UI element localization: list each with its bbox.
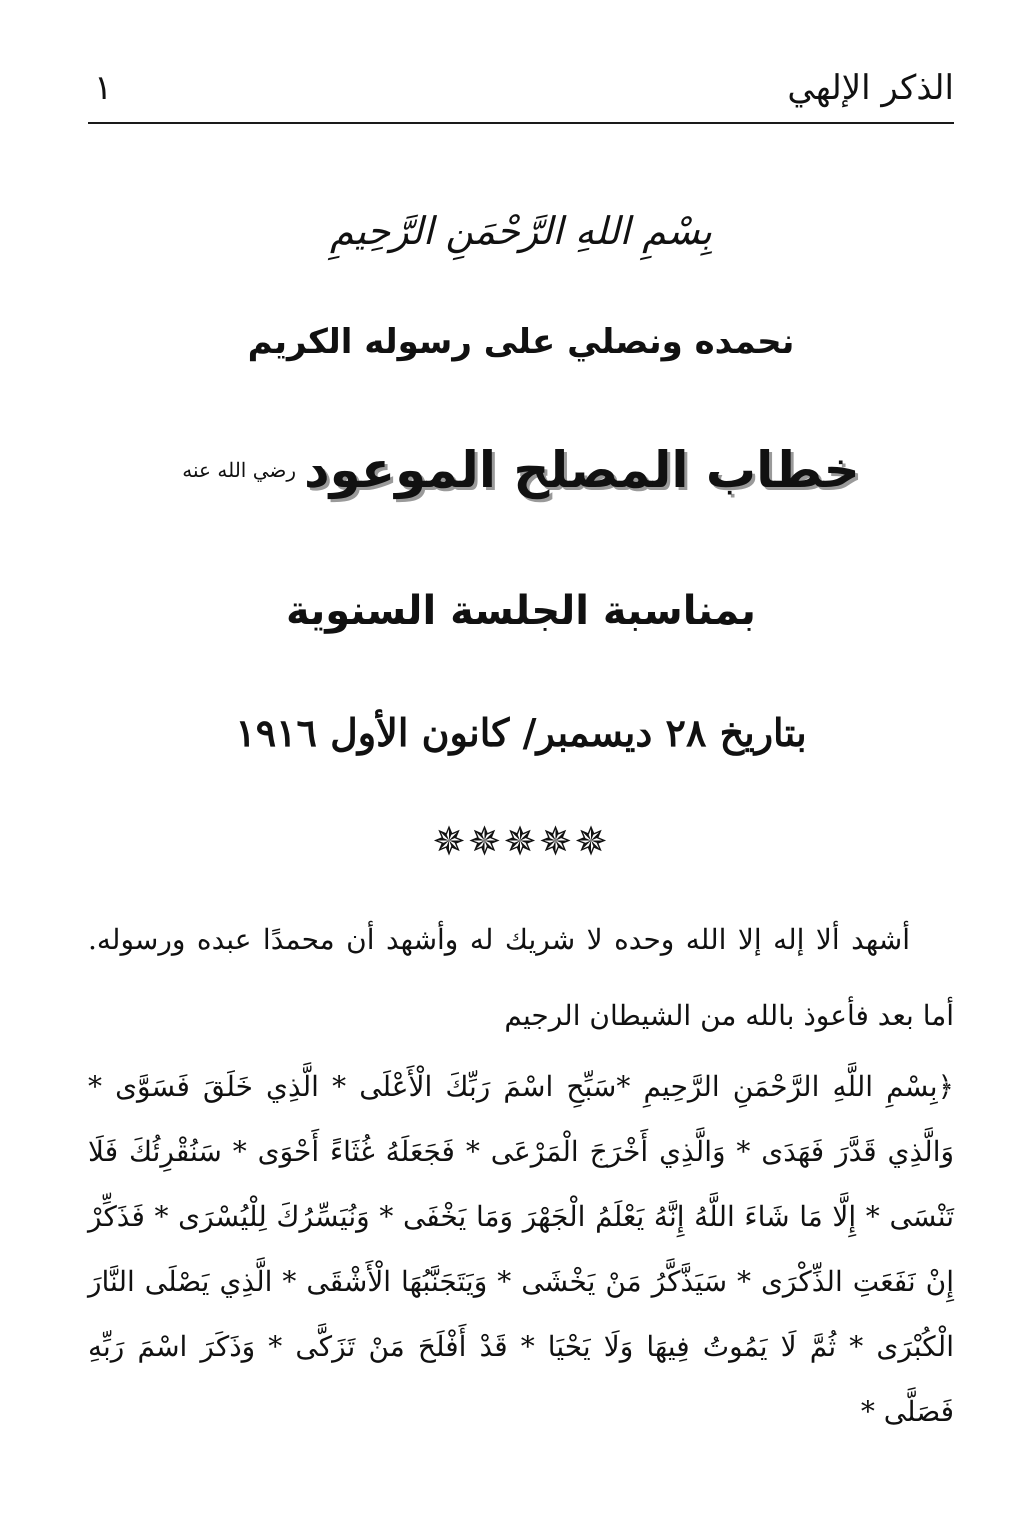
book-title: الذكر الإلهي	[787, 68, 954, 108]
speech-title-text: خطاب المصلح الموعود	[304, 441, 860, 499]
basmala: بِسْمِ اللهِ الرَّحْمَنِ الرَّحِيمِ	[330, 209, 712, 253]
praise-line: نحمده ونصلي على رسوله الكريم	[247, 322, 795, 362]
body-text	[88, 902, 954, 1444]
page-number: ١	[94, 68, 113, 108]
running-header	[88, 62, 954, 124]
ornament-divider: ✵✵✵✵✵	[432, 819, 610, 865]
date-line: بتاريخ ٢٨ ديسمبر/ كانون الأول ١٩١٦	[235, 710, 807, 755]
opening-paragraph: أشهد ألا إله إلا الله وحده لا شريك له وأشهد أن محمدًا عبده ورسوله. أما بعد فأعوذ بالله من الشيطان الرجيم	[88, 923, 954, 1032]
occasion-line: بمناسبة الجلسة السنوية	[286, 588, 756, 634]
honorific: رضي الله عنه	[182, 458, 297, 482]
quran-verses: ﴿بِسْمِ اللَّهِ الرَّحْمَنِ الرَّحِيمِ *سَبِّحِ اسْمَ رَبِّكَ الْأَعْلَى * الَّذِي خَلَقَ فَسَوَّى * وَالَّذِي قَدَّرَ فَهَدَى * وَالَّذِي أَخْرَجَ الْمَرْعَى * فَجَعَلَهُ غُثَاءً أَحْوَى * سَنُقْرِئُكَ فَلَا تَنْسَى * إِلَّا مَا شَاءَ اللَّهُ إِنَّهُ يَعْلَمُ الْجَهْرَ وَمَا يَخْفَى * وَنُيَسِّرُكَ لِلْيُسْرَى * فَذَكِّرْ إِنْ نَفَعَتِ الذِّكْرَى * سَيَذَّكَّرُ مَنْ يَخْشَى * وَيَتَجَنَّبُهَا الْأَشْقَى * الَّذِي يَصْلَى النَّارَ الْكُبْرَى * ثُمَّ لَا يَمُوتُ فِيهَا وَلَا يَحْيَا * قَدْ أَفْلَحَ مَنْ تَزَكَّى * وَذَكَرَ اسْمَ رَبِّهِ فَصَلَّى *	[88, 1070, 955, 1428]
speech-title	[88, 430, 954, 510]
